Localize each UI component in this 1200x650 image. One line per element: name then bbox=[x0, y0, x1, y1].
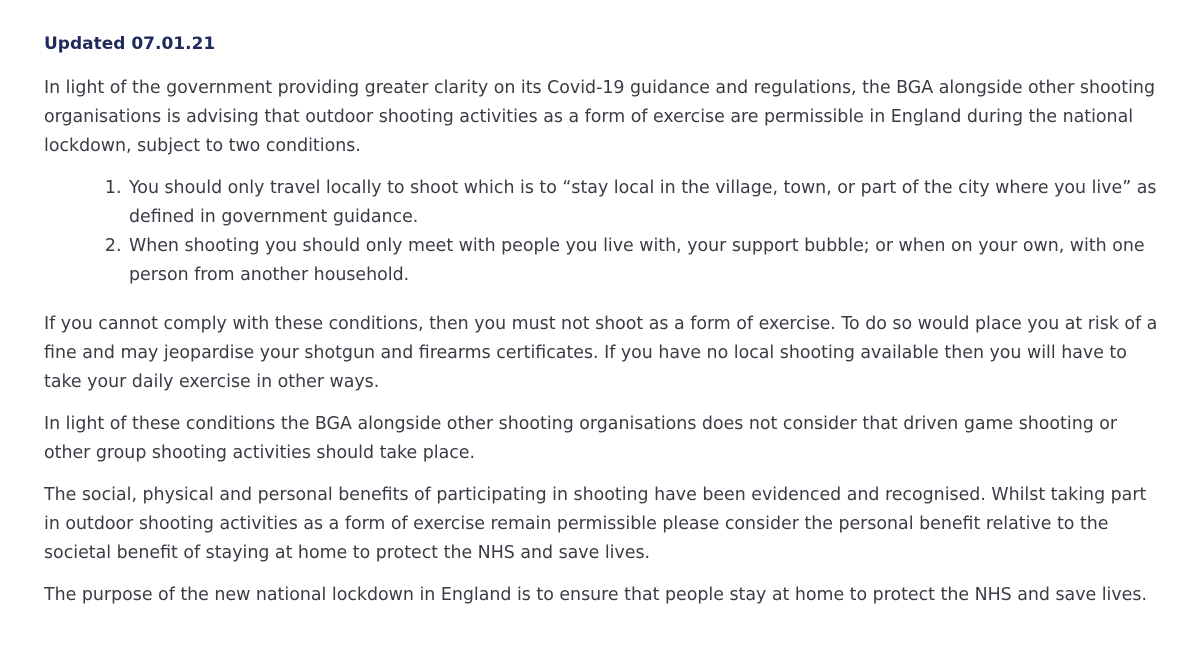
group-shooting-paragraph: In light of these conditions the BGA alongside other shooting organisations does not consider that driven game shooting or other group shooting activities should take place. bbox=[44, 414, 1118, 463]
condition-item: 2. When shooting you should only meet with people you live with, your support bubble; or when on your own, with one person from another household. bbox=[127, 232, 1160, 290]
conditions-list bbox=[44, 174, 1160, 290]
benefits-paragraph: The social, physical and personal benefits of participating in shooting have been evidenced and recognised. Whilst taking part in outdoor shooting activities as a form of exercise remain permissible please consider the personal benefit relative to the societal benefit of staying at home to protect the NHS and save lives. bbox=[44, 485, 1147, 563]
compliance-paragraph: If you cannot comply with these conditions, then you must not shoot as a form of exercise. To do so would place you at risk of a fine and may jeopardise your shotgun and firearms certificates. If you have no local shooting available then you will have to take your daily exercise in other ways. bbox=[44, 314, 1158, 392]
intro-paragraph: In light of the government providing greater clarity on its Covid-19 guidance and regulations, the BGA alongside other shooting organisations is advising that outdoor shooting activities as a form of exercise are permissible in England during the national lockdown, subject to two conditions. bbox=[44, 78, 1155, 156]
lockdown-purpose-paragraph: The purpose of the new national lockdown in England is to ensure that people stay at home to protect the NHS and save lives. bbox=[44, 585, 1147, 605]
updated-date-heading: Updated 07.01.21 bbox=[44, 34, 216, 54]
condition-item: 1. You should only travel locally to shoot which is to “stay local in the village, town, or part of the city where you live” as defined in government guidance. bbox=[127, 174, 1160, 232]
